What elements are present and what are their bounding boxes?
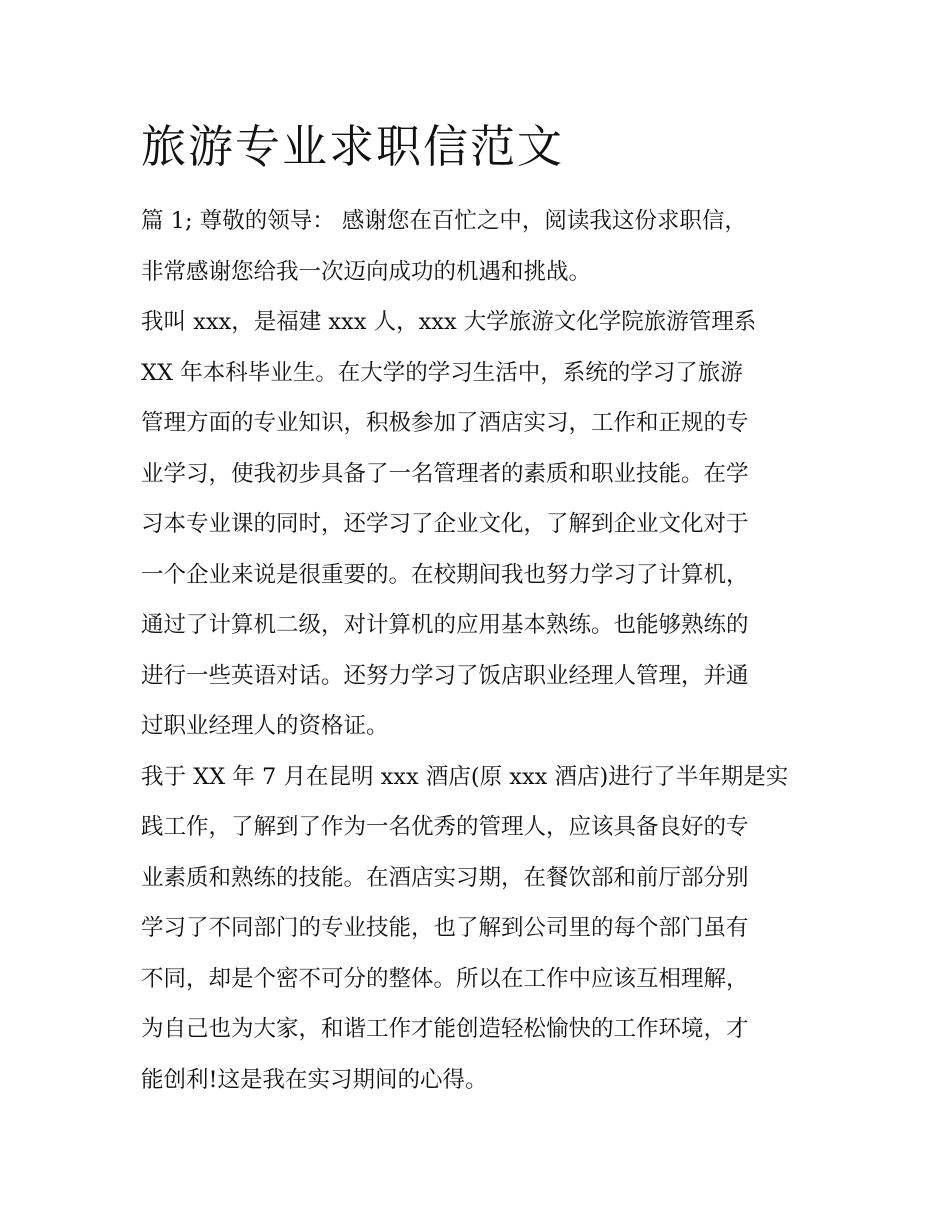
text-line: 通过了计算机二级，对计算机的应用基本熟练。也能够熟练的 — [141, 612, 749, 638]
text-line: 篇 1; 尊敬的领导： 感谢您在百忙之中，阅读我这份求职信， — [141, 208, 747, 234]
document-body — [141, 112, 816, 1105]
text-line: 我叫 xxx，是福建 xxx 人，xxx 大学旅游文化学院旅游管理系 — [141, 309, 757, 335]
text-line: 管理方面的专业知识，积极参加了酒店实习，工作和正规的专 — [141, 410, 749, 436]
text-line: 业学习，使我初步具备了一名管理者的素质和职业技能。在学 — [141, 460, 749, 487]
text-line: 非常感谢您给我一次迈向成功的机遇和挑战。 — [141, 258, 592, 285]
paragraph-greeting — [141, 196, 816, 297]
paragraph-internship — [141, 752, 816, 1106]
document-title: 旅游专业求职信范文 — [141, 120, 565, 173]
text-line: 践工作，了解到了作为一名优秀的管理人，应该具备良好的专 — [141, 814, 749, 840]
text-line: 一个企业来说是很重要的。在校期间我也努力学习了计算机， — [141, 561, 749, 588]
text-line: 过职业经理人的资格证。 — [141, 713, 389, 739]
text-line: XX 年本科毕业生。在大学的学习生活中，系统的学习了旅游 — [141, 359, 743, 386]
text-line: 能创利!这是我在实习期间的心得。 — [141, 1066, 488, 1093]
text-line: 进行一些英语对话。还努力学习了饭店职业经理人管理，并通 — [141, 662, 749, 689]
text-line: 为自己也为大家，和谐工作才能创造轻松愉快的工作环境，才 — [141, 1016, 749, 1042]
text-line: 我于 XX 年 7 月在昆明 xxx 酒店(原 xxx 酒店)进行了半年期是实 — [141, 763, 789, 790]
paragraph-introduction — [141, 297, 816, 752]
text-line: 不同，却是个密不可分的整体。所以在工作中应该互相理解， — [141, 965, 749, 992]
text-line: 学习了不同部门的专业技能，也了解到公司里的每个部门虽有 — [141, 915, 749, 941]
text-line: 习本专业课的同时，还学习了企业文化，了解到企业文化对于 — [141, 511, 749, 537]
text-line: 业素质和熟练的技能。在酒店实习期，在餐饮部和前厅部分别 — [141, 864, 749, 891]
